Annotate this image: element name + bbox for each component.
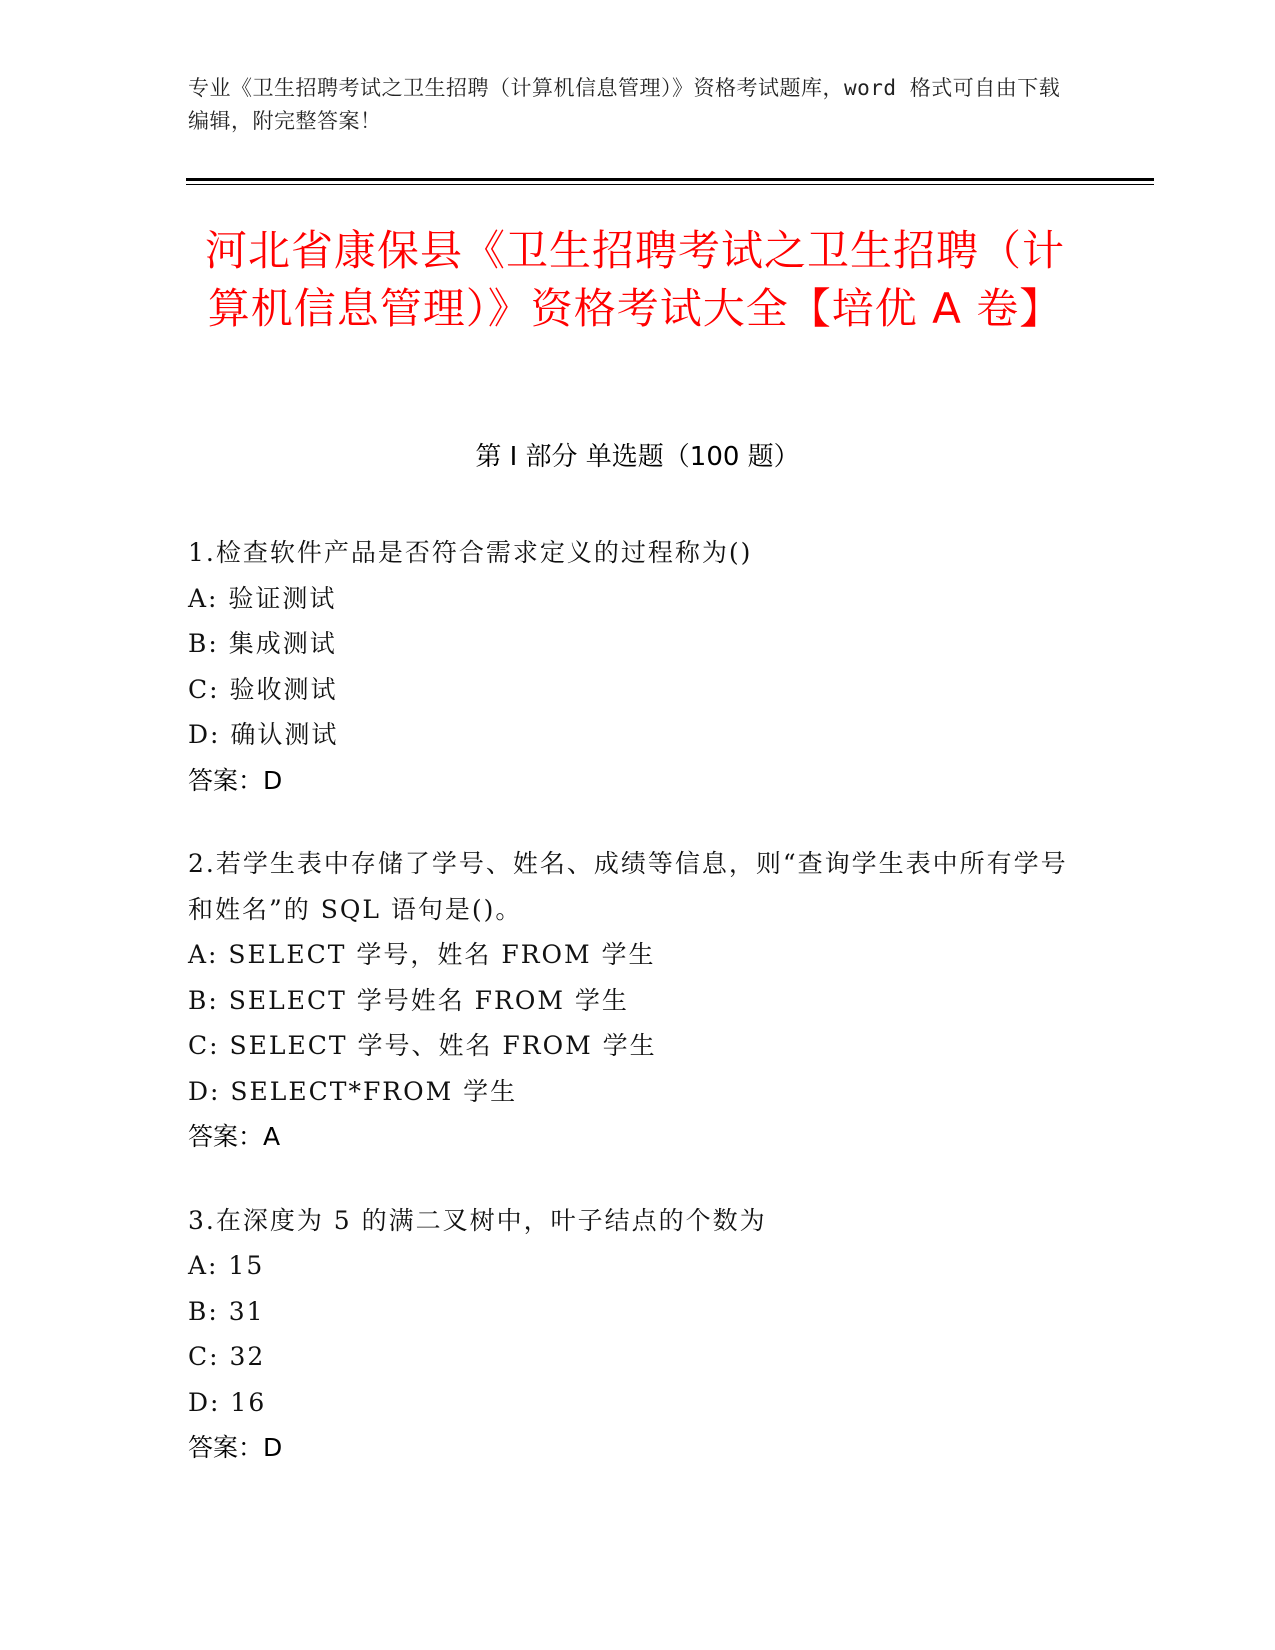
question-list (188, 530, 1068, 1509)
answer: 答案：D (188, 765, 283, 795)
option-b: B: SELECT 学号姓名 FROM 学生 (188, 985, 629, 1015)
option-d: D: 确认测试 (188, 720, 339, 749)
option-a: A: 15 (188, 1251, 265, 1280)
question-stem: 2.若学生表中存储了学号、姓名、成绩等信息，则“查询学生表中所有学号和姓名”的 SQL 语句是()。 (188, 849, 1068, 924)
answer: 答案：D (188, 1433, 283, 1462)
option-a: A: SELECT 学号，姓名 FROM 学生 (188, 940, 656, 969)
option-c: C: SELECT 学号、姓名 FROM 学生 (188, 1031, 657, 1060)
option-b: B: 集成测试 (188, 629, 337, 658)
question-1 (188, 530, 1068, 803)
section-title: 第 I 部分 单选题（100 题） (475, 442, 800, 472)
option-c: C: 32 (188, 1342, 266, 1371)
option-b: B: 31 (188, 1296, 265, 1326)
question-2 (188, 841, 1068, 1160)
answer: 答案：A (188, 1122, 281, 1151)
option-a: A: 验证测试 (188, 583, 337, 613)
question-stem: 3.在深度为 5 的满二叉树中，叶子结点的个数为 (188, 1205, 767, 1235)
question-3 (188, 1198, 1068, 1471)
question-stem: 1.检查软件产品是否符合需求定义的过程称为() (188, 538, 753, 567)
header-divider-thin (186, 184, 1154, 185)
header-divider-thick (186, 178, 1154, 181)
header-note: 专业《卫生招聘考试之卫生招聘（计算机信息管理）》资格考试题库，word 格式可自由下载编辑，附完整答案！ (188, 76, 1061, 133)
option-d: D: 16 (188, 1387, 267, 1417)
option-c: C: 验收测试 (188, 674, 338, 704)
option-d: D: SELECT*FROM 学生 (188, 1076, 518, 1106)
document-title: 河北省康保县《卫生招聘考试之卫生招聘（计算机信息管理）》资格考试大全【培优 A 卷】 (204, 226, 1065, 333)
